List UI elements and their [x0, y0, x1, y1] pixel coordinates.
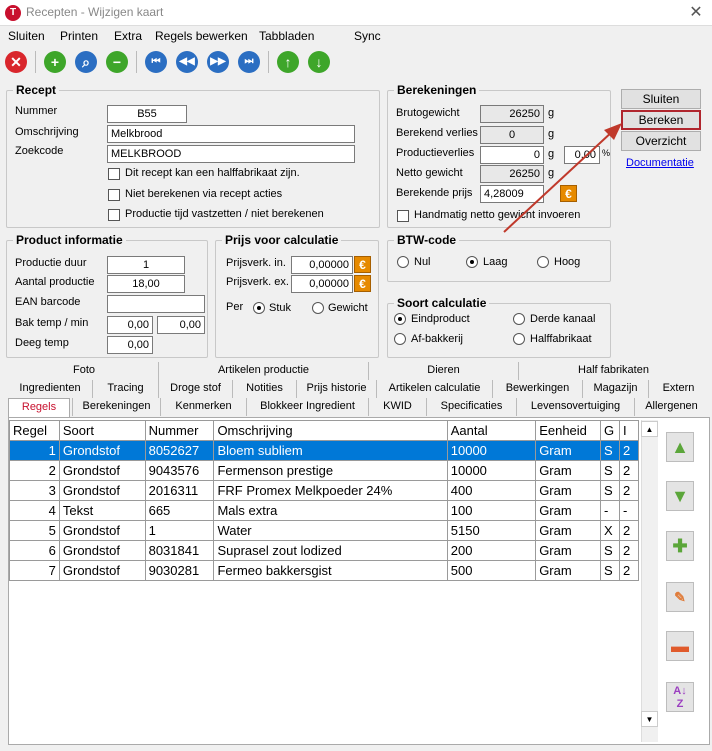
menu-printen[interactable]: Printen	[60, 29, 99, 43]
table-cell: 2	[10, 461, 60, 481]
soort-calculatie-group	[387, 296, 611, 358]
euro-ex-icon[interactable]: €	[354, 275, 371, 292]
table-cell: 9030281	[145, 561, 214, 581]
annotation-arrow-icon	[500, 118, 630, 238]
berekend-verlies-label: Berekend verlies	[396, 127, 478, 139]
table-cell: 7	[10, 561, 60, 581]
productieverlies-label: Productieverlies	[396, 147, 475, 159]
ean-barcode-field[interactable]	[107, 295, 205, 313]
bak-temp-label: Bak temp / min	[15, 317, 89, 329]
table-cell: S	[601, 561, 620, 581]
tab-notities[interactable]: Notities	[232, 380, 296, 398]
table-cell: 100	[447, 501, 535, 521]
table-cell: Water	[214, 521, 447, 541]
table-cell: 4	[10, 501, 60, 521]
table-cell: 8052627	[145, 441, 214, 461]
menu-regels-bewerken[interactable]: Regels bewerken	[155, 29, 248, 43]
unit-percent: %	[602, 148, 611, 158]
prijsverk-in-label: Prijsverk. in.	[226, 257, 286, 269]
table-cell: 8031841	[145, 541, 214, 561]
tab-ingredienten[interactable]: Ingredienten	[19, 382, 81, 394]
regels-grid[interactable]	[9, 420, 639, 742]
brutogewicht-field: 26250	[480, 105, 544, 123]
nummer-label: Nummer	[15, 105, 58, 117]
halffabrikaat-checkbox[interactable]	[108, 168, 120, 180]
tab-foto[interactable]: Foto	[72, 364, 95, 376]
halffabrikaat-label: Dit recept kan een halffabrikaat zijn.	[125, 167, 300, 179]
sluiten-button[interactable]: Sluiten	[621, 89, 701, 109]
table-row[interactable]	[10, 521, 639, 541]
arrow-down-icon[interactable]: ↓	[308, 51, 330, 73]
table-row[interactable]	[10, 461, 639, 481]
stuk-radio[interactable]	[253, 302, 265, 314]
btw-nul-radio[interactable]	[397, 256, 409, 268]
btw-laag-label: Laag	[483, 256, 508, 268]
table-cell: 3	[10, 481, 60, 501]
column-header[interactable]: Eenheid	[536, 421, 601, 441]
table-cell: 6	[10, 541, 60, 561]
omschrijving-label: Omschrijving	[15, 126, 79, 138]
table-cell: 5150	[447, 521, 535, 541]
table-cell: 2	[620, 441, 639, 461]
move-row-down-icon[interactable]: ▼	[666, 481, 694, 511]
recept-legend: Recept	[13, 83, 59, 97]
regels-table	[9, 420, 639, 581]
cancel-icon[interactable]: ✕	[5, 51, 27, 73]
documentatie-link[interactable]: Documentatie	[626, 157, 694, 169]
menu-tabbladen[interactable]: Tabbladen	[259, 29, 315, 43]
tab-dieren[interactable]: Dieren	[368, 362, 518, 380]
table-cell: 2	[620, 561, 639, 581]
product-informatie-legend: Product informatie	[13, 233, 126, 247]
product-informatie-group	[6, 233, 208, 358]
tab-artikelen-calculatie[interactable]: Artikelen calculatie	[376, 380, 492, 398]
table-cell: 400	[447, 481, 535, 501]
euro-in-icon[interactable]: €	[354, 256, 371, 273]
bak-temp-field[interactable]: 0,00	[107, 316, 153, 334]
table-row[interactable]	[10, 481, 639, 501]
grid-scrollbar[interactable]	[641, 420, 658, 742]
scroll-up-icon[interactable]: ▲	[641, 421, 658, 437]
berekende-prijs-field: 4,28009	[480, 185, 544, 203]
column-header[interactable]: Regel	[10, 421, 60, 441]
table-cell: 5	[10, 521, 60, 541]
netto-gewicht-field: 26250	[480, 165, 544, 183]
table-cell: S	[601, 441, 620, 461]
tab-blokkeer-ingredient[interactable]: Blokkeer Ingredient	[246, 398, 368, 416]
column-header[interactable]: Soort	[59, 421, 145, 441]
unit-g: g	[548, 148, 555, 160]
table-cell: 2016311	[145, 481, 214, 501]
eindproduct-radio[interactable]	[394, 313, 406, 325]
btw-nul-label: Nul	[414, 256, 431, 268]
table-cell: Grondstof	[59, 461, 145, 481]
window-title: Recepten - Wijzigen kaart	[26, 5, 164, 19]
table-cell: Tekst	[59, 501, 145, 521]
sort-az-icon[interactable]: A↓ Z	[666, 682, 694, 712]
table-cell: Gram	[536, 501, 601, 521]
deeg-temp-label: Deeg temp	[15, 337, 69, 349]
halffabrikaat-radio[interactable]	[513, 333, 525, 345]
productie-duur-label: Productie duur	[15, 257, 87, 269]
first-record-icon[interactable]: ⏮	[145, 51, 167, 73]
prijs-calculatie-group	[215, 233, 379, 358]
edit-row-icon[interactable]: ✎	[666, 582, 694, 612]
table-cell: Bloem subliem	[214, 441, 447, 461]
bak-min-field[interactable]: 0,00	[157, 316, 205, 334]
table-header-row	[10, 421, 639, 441]
next-record-icon[interactable]: ▶▶	[207, 51, 229, 73]
table-cell: S	[601, 541, 620, 561]
add-row-icon[interactable]: ✚	[666, 531, 694, 561]
table-cell: Fermenson prestige	[214, 461, 447, 481]
gewicht-label: Gewicht	[328, 302, 368, 314]
menu-bar	[0, 26, 712, 46]
move-row-up-icon[interactable]: ▲	[666, 432, 694, 462]
prijsverk-ex-field[interactable]: 0,00000	[291, 275, 353, 293]
unit-g: g	[548, 167, 555, 179]
table-cell: Grondstof	[59, 561, 145, 581]
table-cell: 200	[447, 541, 535, 561]
close-icon[interactable]: ✕	[689, 4, 703, 21]
table-row[interactable]	[10, 561, 639, 581]
zoekcode-field[interactable]: MELKBROOD	[107, 145, 355, 163]
overzicht-button[interactable]: Overzicht	[621, 131, 701, 151]
scroll-down-icon[interactable]: ▼	[641, 711, 658, 727]
productieverlies-percentage-field[interactable]: 0,00	[564, 146, 600, 164]
menu-extra[interactable]: Extra	[114, 29, 143, 43]
table-cell: 1	[10, 441, 60, 461]
column-header[interactable]: Omschrijving	[214, 421, 447, 441]
delete-row-icon[interactable]: ▬	[666, 631, 694, 661]
berekend-verlies-field: 0	[480, 126, 544, 144]
table-cell: Grondstof	[59, 521, 145, 541]
table-cell: Suprasel zout lodized	[214, 541, 447, 561]
toolbar-separator	[136, 51, 137, 73]
recept-group	[6, 83, 380, 228]
table-cell: 10000	[447, 441, 535, 461]
table-cell: 2	[620, 541, 639, 561]
omschrijving-field[interactable]: Melkbrood	[107, 125, 355, 143]
previous-record-icon[interactable]: ◀◀	[176, 51, 198, 73]
unit-g: g	[548, 128, 555, 140]
table-cell: 2	[620, 481, 639, 501]
menu-sluiten[interactable]: Sluiten	[8, 29, 45, 43]
column-header[interactable]: Aantal	[447, 421, 535, 441]
table-cell: Gram	[536, 561, 601, 581]
berekeningen-legend: Berekeningen	[394, 83, 479, 97]
table-cell: Grondstof	[59, 541, 145, 561]
tab-allergenen[interactable]: Allergenen	[634, 398, 708, 416]
btw-code-group	[387, 233, 611, 282]
table-cell: Grondstof	[59, 441, 145, 461]
tab-droge-stof[interactable]: Droge stof	[158, 380, 232, 398]
table-cell: X	[601, 521, 620, 541]
ean-barcode-label: EAN barcode	[15, 296, 81, 308]
berekende-prijs-label: Berekende prijs	[396, 187, 473, 199]
table-cell: 500	[447, 561, 535, 581]
toolbar	[0, 46, 712, 78]
handmatig-label: Handmatig netto gewicht invoeren	[414, 209, 581, 221]
prijs-calculatie-legend: Prijs voor calculatie	[222, 233, 341, 247]
handmatig-checkbox[interactable]	[397, 210, 409, 222]
table-row[interactable]	[10, 441, 639, 461]
halffabrikaat-radio-label: Halffabrikaat	[530, 333, 592, 345]
tab-prijs-historie[interactable]: Prijs historie	[296, 380, 376, 398]
table-cell: Gram	[536, 541, 601, 561]
tab-kwid[interactable]: KWID	[368, 398, 426, 416]
soort-calculatie-legend: Soort calculatie	[394, 296, 489, 310]
arrow-up-icon[interactable]: ↑	[277, 51, 299, 73]
tab-kenmerken[interactable]: Kenmerken	[160, 398, 246, 416]
table-cell: -	[601, 501, 620, 521]
tab-bewerkingen[interactable]: Bewerkingen	[492, 380, 582, 398]
tab-magazijn[interactable]: Magazijn	[582, 380, 648, 398]
deeg-temp-field[interactable]: 0,00	[107, 336, 153, 354]
table-cell: S	[601, 481, 620, 501]
productieverlies-field[interactable]: 0	[480, 146, 544, 164]
table-row[interactable]	[10, 541, 639, 561]
last-record-icon[interactable]: ⏭	[238, 51, 260, 73]
toolbar-separator	[268, 51, 269, 73]
niet-berekenen-label: Niet berekenen via recept acties	[125, 188, 283, 200]
btw-hoog-radio[interactable]	[537, 256, 549, 268]
tab-regels[interactable]: Regels	[8, 398, 70, 418]
table-cell: 9043576	[145, 461, 214, 481]
menu-sync[interactable]: Sync	[354, 29, 381, 43]
table-cell: 665	[145, 501, 214, 521]
unit-g: g	[548, 107, 555, 119]
gewicht-radio[interactable]	[312, 302, 324, 314]
add-icon[interactable]: +	[44, 51, 66, 73]
tab-tracing[interactable]: Tracing	[92, 380, 158, 398]
remove-icon[interactable]: −	[106, 51, 128, 73]
btw-laag-radio[interactable]	[466, 256, 478, 268]
tab-berekeningen[interactable]: Berekeningen	[72, 398, 160, 416]
table-cell: Gram	[536, 441, 601, 461]
zoekcode-label: Zoekcode	[15, 145, 64, 157]
tab-extern[interactable]: Extern	[648, 380, 708, 398]
brutogewicht-label: Brutogewicht	[396, 107, 460, 119]
nummer-field[interactable]: B55	[107, 105, 187, 123]
table-cell: Grondstof	[59, 481, 145, 501]
table-cell: Gram	[536, 521, 601, 541]
table-cell: 2	[620, 521, 639, 541]
table-cell: FRF Promex Melkpoeder 24%	[214, 481, 447, 501]
niet-berekenen-checkbox[interactable]	[108, 189, 120, 201]
table-cell: Mals extra	[214, 501, 447, 521]
table-cell: Fermeo bakkersgist	[214, 561, 447, 581]
table-cell: 2	[620, 461, 639, 481]
bereken-button[interactable]: Bereken	[621, 110, 701, 130]
tab-artikelen-productie[interactable]: Artikelen productie	[158, 362, 368, 380]
stuk-label: Stuk	[269, 302, 292, 314]
table-cell: Gram	[536, 481, 601, 501]
btw-code-legend: BTW-code	[394, 233, 459, 247]
column-header[interactable]: I	[620, 421, 639, 441]
btw-hoog-label: Hoog	[554, 256, 581, 268]
aantal-productie-label: Aantal productie	[15, 276, 95, 288]
table-cell: 10000	[447, 461, 535, 481]
app-logo-icon: T	[5, 5, 21, 21]
column-header[interactable]: G	[601, 421, 620, 441]
tab-levensovertuiging[interactable]: Levensovertuiging	[516, 398, 634, 416]
toolbar-separator	[35, 51, 36, 73]
table-cell: 1	[145, 521, 214, 541]
table-cell: -	[620, 501, 639, 521]
productie-tijd-label: Productie tijd vastzetten / niet berekenen	[125, 208, 324, 220]
derde-kanaal-radio[interactable]	[513, 313, 525, 325]
prijsverk-in-field[interactable]: 0,00000	[291, 256, 353, 274]
table-row[interactable]	[10, 501, 639, 521]
column-header[interactable]: Nummer	[145, 421, 214, 441]
aantal-productie-field[interactable]: 18,00	[107, 275, 185, 293]
euro-icon[interactable]: €	[560, 185, 577, 202]
table-cell: Gram	[536, 461, 601, 481]
netto-gewicht-label: Netto gewicht	[396, 167, 463, 179]
tab-half-fabrikaten[interactable]: Half fabrikaten	[518, 362, 708, 380]
productie-duur-field[interactable]: 1	[107, 256, 185, 274]
productie-tijd-checkbox[interactable]	[108, 209, 120, 221]
af-bakkerij-label: Af-bakkerij	[411, 333, 463, 345]
search-icon[interactable]: ⌕	[75, 51, 97, 73]
eindproduct-label: Eindproduct	[411, 313, 470, 325]
derde-kanaal-label: Derde kanaal	[530, 313, 596, 325]
prijsverk-ex-label: Prijsverk. ex.	[226, 276, 289, 288]
af-bakkerij-radio[interactable]	[394, 333, 406, 345]
tab-specificaties[interactable]: Specificaties	[426, 398, 516, 416]
per-label: Per	[226, 301, 244, 313]
table-cell: S	[601, 461, 620, 481]
